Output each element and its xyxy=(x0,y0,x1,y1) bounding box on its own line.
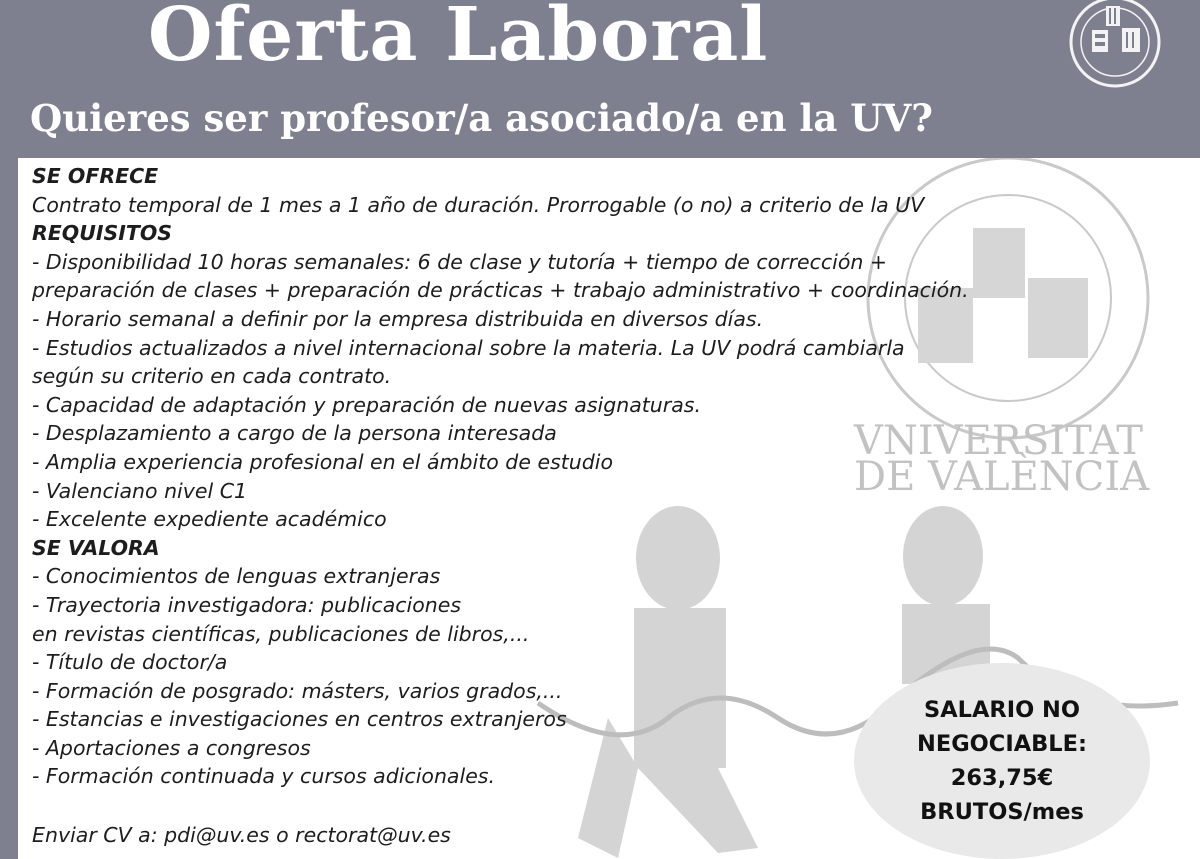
job-offer-panel xyxy=(18,158,1200,859)
offer-line: - Excelente expediente académico xyxy=(32,507,387,532)
salary-amount: 263,75€ xyxy=(950,765,1054,791)
offer-line: - Disponibilidad 10 horas semanales: 6 de clase y tutoría + tiempo de corrección + xyxy=(32,249,888,274)
offer-line: - Formación continuada y cursos adicionales. xyxy=(32,764,496,789)
offer-line: - Conocimientos de lenguas extranjeras xyxy=(32,564,441,589)
salary-line-1: SALARIO NO xyxy=(924,697,1080,723)
salary-line-2: NEGOCIABLE: xyxy=(917,731,1087,757)
offer-line: - Trayectoria investigadora: publicaciones xyxy=(32,592,462,617)
offer-line: preparación de clases + preparación de prácticas + trabajo administrativo + coordinación. xyxy=(32,278,969,303)
page-title: Oferta Laboral xyxy=(148,0,769,78)
page-subtitle: Quieres ser profesor/a asociado/a en la UV? xyxy=(30,96,933,140)
section-heading: REQUISITOS xyxy=(32,221,173,246)
offer-line: - Estancias e investigaciones en centros extranjeros xyxy=(32,707,567,732)
offer-line: - Estudios actualizados a nivel internacional sobre la materia. La UV podrá cambiarla xyxy=(32,335,905,360)
offer-line: Contrato temporal de 1 mes a 1 año de duración. Prorrogable (o no) a criterio de la UV xyxy=(32,192,925,217)
offer-line: - Horario semanal a definir por la empresa distribuida en diversos días. xyxy=(32,306,764,331)
offer-line: - Amplia experiencia profesional en el ámbito de estudio xyxy=(32,449,614,474)
offer-line: - Aportaciones a congresos xyxy=(32,735,311,760)
university-name-line2: DE VALÈNCIA xyxy=(854,454,1150,500)
offer-line: - Formación de posgrado: másters, varios grados,... xyxy=(32,678,563,703)
university-name-line1: VNIVERSITAT xyxy=(854,418,1143,464)
offer-line: - Capacidad de adaptación y preparación de nuevas asignaturas. xyxy=(32,392,701,417)
offer-line: - Desplazamiento a cargo de la persona interesada xyxy=(32,421,557,446)
offer-line: - Valenciano nivel C1 xyxy=(32,478,248,503)
salary-line-4: BRUTOS/mes xyxy=(920,799,1084,825)
offer-line: en revistas científicas, publicaciones de libros,... xyxy=(32,621,530,646)
contact-email-line: Enviar CV a: pdi@uv.es o rectorat@uv.es xyxy=(32,823,451,848)
university-seal-logo xyxy=(1040,0,1200,90)
section-heading: SE OFRECE xyxy=(32,164,159,188)
salary-badge xyxy=(854,663,1150,859)
section-heading: SE VALORA xyxy=(32,535,160,560)
offer-line: - Título de doctor/a xyxy=(32,650,228,675)
offer-line: según su criterio en cada contrato. xyxy=(32,364,392,389)
